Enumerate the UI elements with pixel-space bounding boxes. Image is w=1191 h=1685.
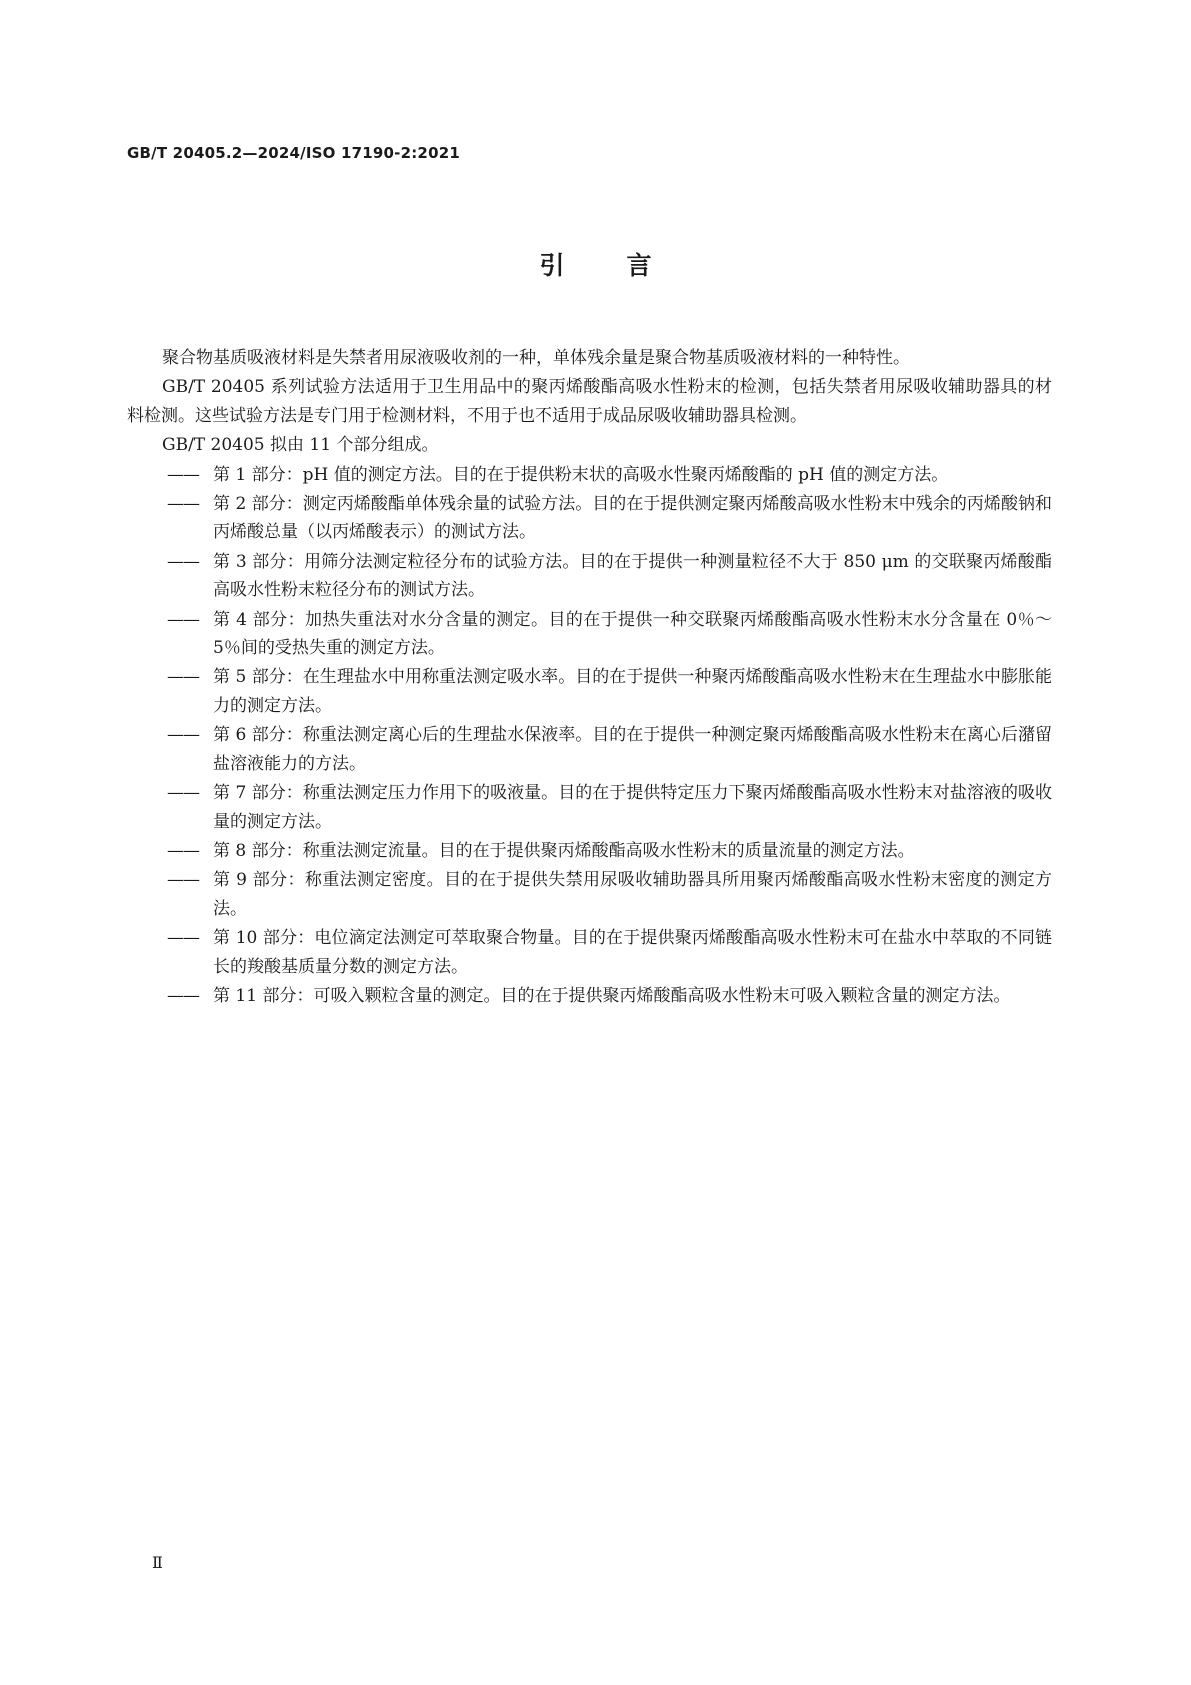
standard-code: GB/T 20405.2—2024/ISO 17190-2:2021: [127, 144, 460, 162]
page-number: Ⅱ: [152, 1553, 163, 1572]
list-item: [127, 779, 1052, 836]
dash-marker: ——: [167, 667, 199, 688]
paragraph: GB/T 20405 拟由 11 个部分组成。: [162, 435, 439, 456]
page-title: 引言: [539, 251, 714, 280]
part-text: 第 7 部分：称重法测定压力作用下的吸液量。目的在于提供特定压力下聚丙烯酸酯高吸水性粉末对盐溶液的吸收量的测定方法。: [213, 783, 1052, 832]
paragraph: 聚合物基质吸液材料是失禁者用尿液吸收剂的一种，单体残余量是聚合物基质吸液材料的一种特性。: [162, 348, 910, 368]
list-item: [127, 866, 1052, 923]
dash-marker: ——: [167, 725, 199, 746]
part-text: 第 6 部分：称重法测定离心后的生理盐水保液率。目的在于提供一种测定聚丙烯酸酯高吸水性粉末在离心后潴留盐溶液能力的方法。: [213, 725, 1052, 774]
list-item: [127, 721, 1052, 778]
parts-list: [127, 461, 1052, 1011]
part-text: 第 4 部分：加热失重法对水分含量的测定。目的在于提供一种交联聚丙烯酸酯高吸水性粉末水分含量在 0％～5％间的受热失重的测定方法。: [213, 609, 1052, 659]
part-text: 第 11 部分：可吸入颗粒含量的测定。目的在于提供聚丙烯酸酯高吸水性粉末可吸入颗粒含量的测定方法。: [213, 985, 1011, 1006]
dash-marker: ——: [167, 840, 199, 861]
list-item: [127, 663, 1052, 720]
dash-marker: ——: [167, 609, 199, 630]
dash-marker: ——: [167, 870, 199, 891]
paragraph: GB/T 20405 系列试验方法适用于卫生用品中的聚丙烯酸酯高吸水性粉末的检测，包括失禁者用尿吸收辅助器具的材料检测。这些试验方法是专门用于检测材料，不用于也不适用于成品尿吸收辅助器具检测。: [127, 377, 1052, 426]
part-text: 第 2 部分：测定丙烯酸酯单体残余量的试验方法。目的在于提供测定聚丙烯酸高吸水性粉末中残余的丙烯酸钠和丙烯酸总量（以丙烯酸表示）的测试方法。: [213, 494, 1052, 543]
list-item: [127, 490, 1052, 547]
list-item: [127, 461, 1052, 489]
part-text: 第 3 部分：用筛分法测定粒径分布的试验方法。目的在于提供一种测量粒径不大于 850 μm 的交联聚丙烯酸酯高吸水性粉末粒径分布的测试方法。: [213, 551, 1052, 601]
part-text: 第 8 部分：称重法测定流量。目的在于提供聚丙烯酸酯高吸水性粉末的质量流量的测定方法。: [213, 840, 915, 861]
part-text: 第 1 部分：pH 值的测定方法。目的在于提供粉末状的高吸水性聚丙烯酸酯的 pH 值的测定方法。: [213, 464, 949, 485]
list-item: [127, 924, 1052, 981]
list-item: [127, 606, 1052, 663]
dash-marker: ——: [167, 783, 199, 804]
dash-marker: ——: [167, 928, 199, 949]
part-text: 第 10 部分：电位滴定法测定可萃取聚合物量。目的在于提供聚丙烯酸酯高吸水性粉末可在盐水中萃取的不同链长的羧酸基质量分数的测定方法。: [213, 928, 1052, 977]
dash-marker: ——: [167, 985, 199, 1006]
part-text: 第 5 部分：在生理盐水中用称重法测定吸水率。目的在于提供一种聚丙烯酸酯高吸水性粉末在生理盐水中膨胀能力的测定方法。: [213, 667, 1052, 716]
list-item: [127, 837, 1052, 865]
introduction-body: [127, 344, 1052, 1011]
list-item: [127, 982, 1052, 1010]
dash-marker: ——: [167, 494, 199, 515]
part-text: 第 9 部分：称重法测定密度。目的在于提供失禁用尿吸收辅助器具所用聚丙烯酸酯高吸水性粉末密度的测定方法。: [213, 870, 1052, 919]
dash-marker: ——: [167, 551, 199, 572]
list-item: [127, 548, 1052, 605]
document-header: [127, 144, 460, 162]
dash-marker: ——: [167, 464, 199, 485]
